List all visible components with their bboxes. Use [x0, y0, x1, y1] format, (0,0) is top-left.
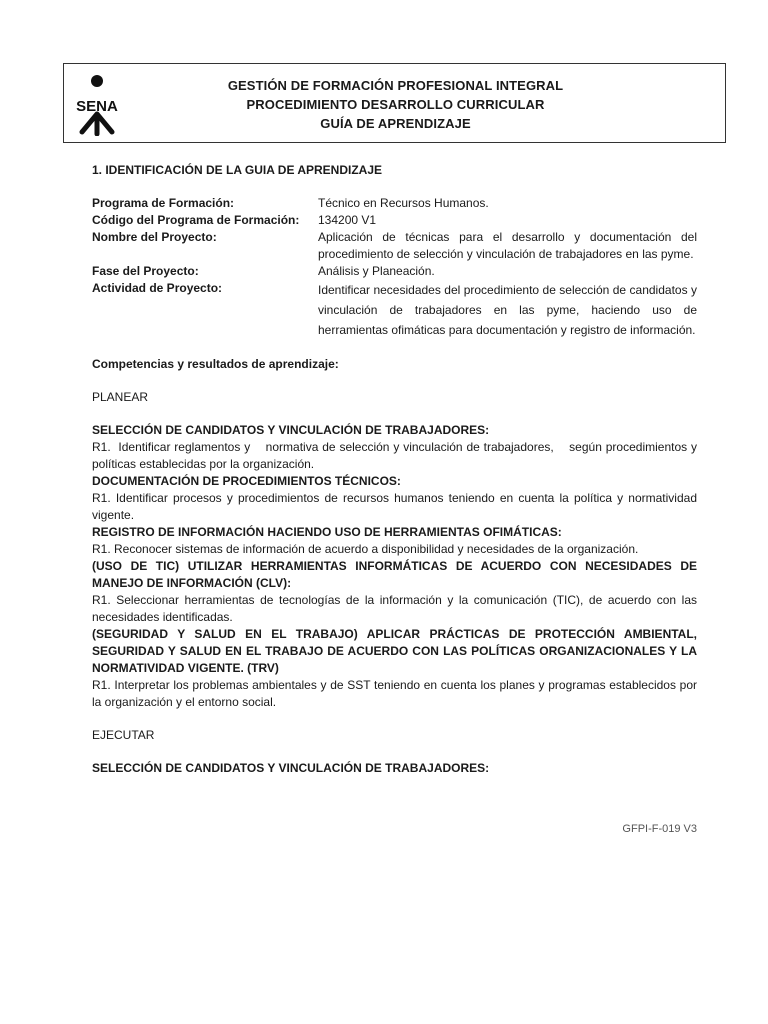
resultado-text: R1. Interpretar los problemas ambientales y de SST teniendo en cuenta los planes y programas establecidos por la organización y el entorno social. [92, 678, 697, 709]
document-header [63, 63, 726, 143]
field-row [92, 229, 697, 263]
resultado-text: R1. Seleccionar herramientas de tecnologías de la información y la comunicación (TIC), de acuerdo con las necesidades identificadas. [92, 593, 697, 624]
section-title: 1. IDENTIFICACIÓN DE LA GUIA DE APRENDIZAJE [92, 163, 383, 177]
field-label: Programa de Formación: [92, 196, 235, 210]
header-title-2: PROCEDIMIENTO DESARROLLO CURRICULAR [246, 97, 545, 112]
field-row [92, 263, 697, 280]
field-row [92, 280, 697, 340]
field-value: Identificar necesidades del procedimiento de selección de candidatos y vinculación de trabajadores en las pyme, haciendo uso de herramientas ofimáticas para documentación y registro de información. [318, 283, 697, 337]
competencia-heading: (USO DE TIC) UTILIZAR HERRAMIENTAS INFORMÁTICAS DE ACUERDO CON NECESIDADES DE MANEJO DE INFORMACIÓN (CLV): [92, 559, 697, 590]
field-label: Actividad de Proyecto: [92, 281, 223, 295]
field-label: Fase del Proyecto: [92, 264, 199, 278]
field-value: Técnico en Recursos Humanos. [318, 196, 489, 210]
resultado-text: R1. Identificar reglamentos y normativa de selección y vinculación de trabajadores, según procedimientos y políticas establecidas por la organización. [92, 440, 701, 471]
planear-label: PLANEAR [92, 390, 149, 404]
document-body [92, 162, 701, 777]
field-value: 134200 V1 [318, 213, 377, 227]
resultado-text: R1. Identificar procesos y procedimientos de recursos humanos teniendo en cuenta la política y normatividad vigente. [92, 491, 697, 522]
header-title-3: GUÍA DE APRENDIZAJE [320, 116, 471, 131]
competencia-heading: SELECCIÓN DE CANDIDATOS Y VINCULACIÓN DE TRABAJADORES: [92, 761, 490, 775]
field-label: Nombre del Proyecto: [92, 230, 217, 244]
field-value: Análisis y Planeación. [318, 264, 435, 278]
resultado-text: R1. Reconocer sistemas de información de acuerdo a disponibilidad y necesidades de la organización. [92, 542, 639, 556]
form-code: GFPI-F-019 V3 [622, 823, 697, 835]
field-label: Código del Programa de Formación: [92, 213, 300, 227]
competencias-title: Competencias y resultados de aprendizaje: [92, 357, 339, 371]
competencia-heading: SELECCIÓN DE CANDIDATOS Y VINCULACIÓN DE TRABAJADORES: [92, 423, 490, 437]
field-row [92, 212, 697, 229]
ejecutar-label: EJECUTAR [92, 728, 155, 742]
field-value: Aplicación de técnicas para el desarrollo y documentación del procedimiento de selección y vinculación de trabajadores en las pyme. [318, 230, 697, 261]
header-title-1: GESTIÓN DE FORMACIÓN PROFESIONAL INTEGRAL [227, 78, 564, 93]
competencia-heading: REGISTRO DE INFORMACIÓN HACIENDO USO DE HERRAMIENTAS OFIMÁTICAS: [92, 525, 562, 539]
svg-text:SENA: SENA [76, 98, 118, 115]
competencia-heading: DOCUMENTACIÓN DE PROCEDIMIENTOS TÉCNICOS: [92, 474, 401, 488]
field-row [92, 195, 697, 212]
competencia-heading: (SEGURIDAD Y SALUD EN EL TRABAJO) APLICAR PRÁCTICAS DE PROTECCIÓN AMBIENTAL, SEGURIDAD Y SALUD EN EL TRABAJO DE ACUERDO CON LAS POLÍTICAS ORGANIZACIONALES Y LA NORMATIVIDAD VIGENTE. (TRV) [92, 627, 697, 675]
